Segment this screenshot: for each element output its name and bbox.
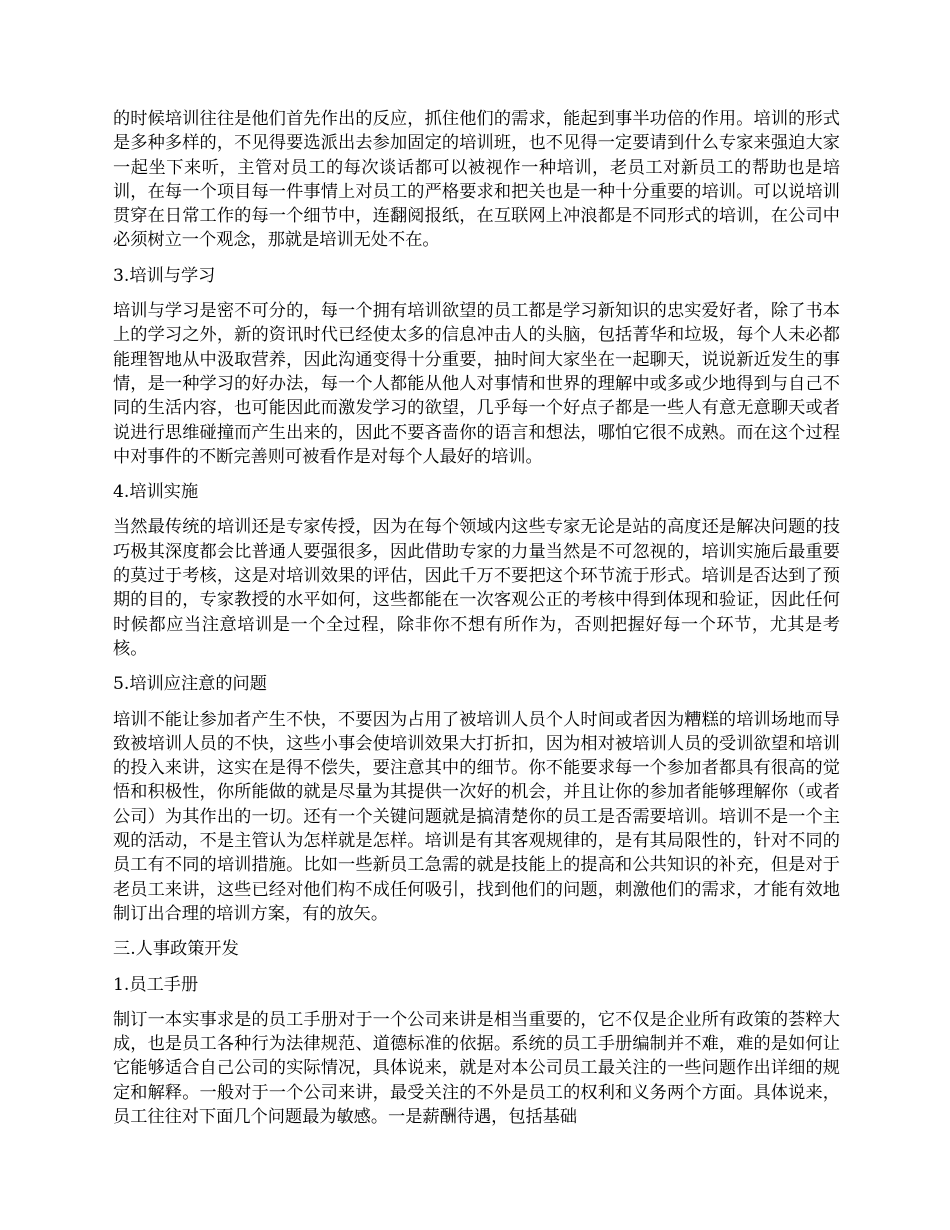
paragraph-training-forms: 的时候培训往往是他们首先作出的反应，抓住他们的需求，能起到事半功倍的作用。培训的形式是多种多样的，不见得要选派出去参加固定的培训班，也不见得一定要请到什么专家来强迫大家一起坐下来听，主管对员工的每次谈话都可以被视作一种培训，老员工对新员工的帮助也是培训，在每一个项目每一件事情上对员工的严格要求和把关也是一种十分重要的培训。可以说培训贯穿在日常工作的每一个细节中，连翻阅报纸，在互联网上冲浪都是不同形式的培训，在公司中必须树立一个观念，那就是培训无处不在。 [113,109,840,251]
heading-training-implementation: 4.培训实施 [113,482,199,503]
heading-employee-handbook: 1.员工手册 [113,974,199,995]
paragraph-employee-handbook: 制订一本实事求是的员工手册对于一个公司来讲是相当重要的，它不仅是企业所有政策的荟粹大成，也是员工各种行为法律规范、道德标准的依据。系统的员工手册编制并不难，难的是如何让它能够适合自己公司的实际情况，具体说来，就是对本公司员工最关注的一些问题作出详细的规定和解释。一般对于一个公司来讲，最受关注的不外是员工的权利和义务两个方面。具体说来，员工往往对下面几个问题最为敏感。一是薪酬待遇，包括基础 [113,1009,840,1127]
paragraph-training-implementation: 当然最传统的培训还是专家传授，因为在每个领域内这些专家无论是站的高度还是解决问题的技巧极其深度都会比普通人要强很多，因此借助专家的力量当然是不可忽视的，培训实施后最重要的莫过于考核，这是对培训效果的评估，因此千万不要把这个环节流于形式。培训是否达到了预期的目的，专家教授的水平如何，这些都能在一次客观公正的考核中得到体现和验证，因此任何时候都应当注意培训是一个全过程，除非你不想有所作为，否则把握好每一个环节，尤其是考核。 [113,517,840,659]
heading-hr-policy-development: 三.人事政策开发 [113,939,239,960]
paragraph-training-and-learning: 培训与学习是密不可分的，每一个拥有培训欲望的员工都是学习新知识的忠实爱好者，除了书本上的学习之外，新的资讯时代已经使太多的信息冲击人的头脑，包括菁华和垃圾，每个人未必都能理智地从中汲取营养，因此沟通变得十分重要，抽时间大家坐在一起聊天，说说新近发生的事情，是一种学习的好办法，每一个人都能从他人对事情和世界的理解中或多或少地得到与自己不同的生活内容，也可能因此而激发学习的欲望，几乎每一个好点子都是一些人有意无意聊天或者说进行思维碰撞而产生出来的，因此不要吝啬你的语言和想法，哪怕它很不成熟。而在这个过程中对事件的不断完善则可被看作是对每个人最好的培训。 [113,301,840,467]
paragraph-training-issues: 培训不能让参加者产生不快，不要因为占用了被培训人员个人时间或者因为糟糕的培训场地而导致被培训人员的不快，这些小事会使培训效果大打折扣，因为相对被培训人员的受训欲望和培训的投入来讲，这实在是得不偿失，要注意其中的细节。你不能要求每一个参加者都具有很高的觉悟和积极性，你所能做的就是尽量为其提供一次好的机会，并且让你的参加者能够理解你（或者公司）为其作出的一切。还有一个关键问题就是搞清楚你的员工是否需要培训。培训不是一个主观的活动，不是主管认为怎样就是怎样。培训是有其客观规律的，是有其局限性的，针对不同的员工有不同的培训措施。比如一些新员工急需的就是技能上的提高和公共知识的补充，但是对于老员工来讲，这些已经对他们构不成任何吸引，找到他们的问题，刺激他们的需求，才能有效地制订出合理的培训方案，有的放矢。 [113,709,840,924]
document-page [113,107,840,1140]
heading-training-and-learning: 3.培训与学习 [113,265,216,286]
heading-training-issues: 5.培训应注意的问题 [113,674,267,695]
